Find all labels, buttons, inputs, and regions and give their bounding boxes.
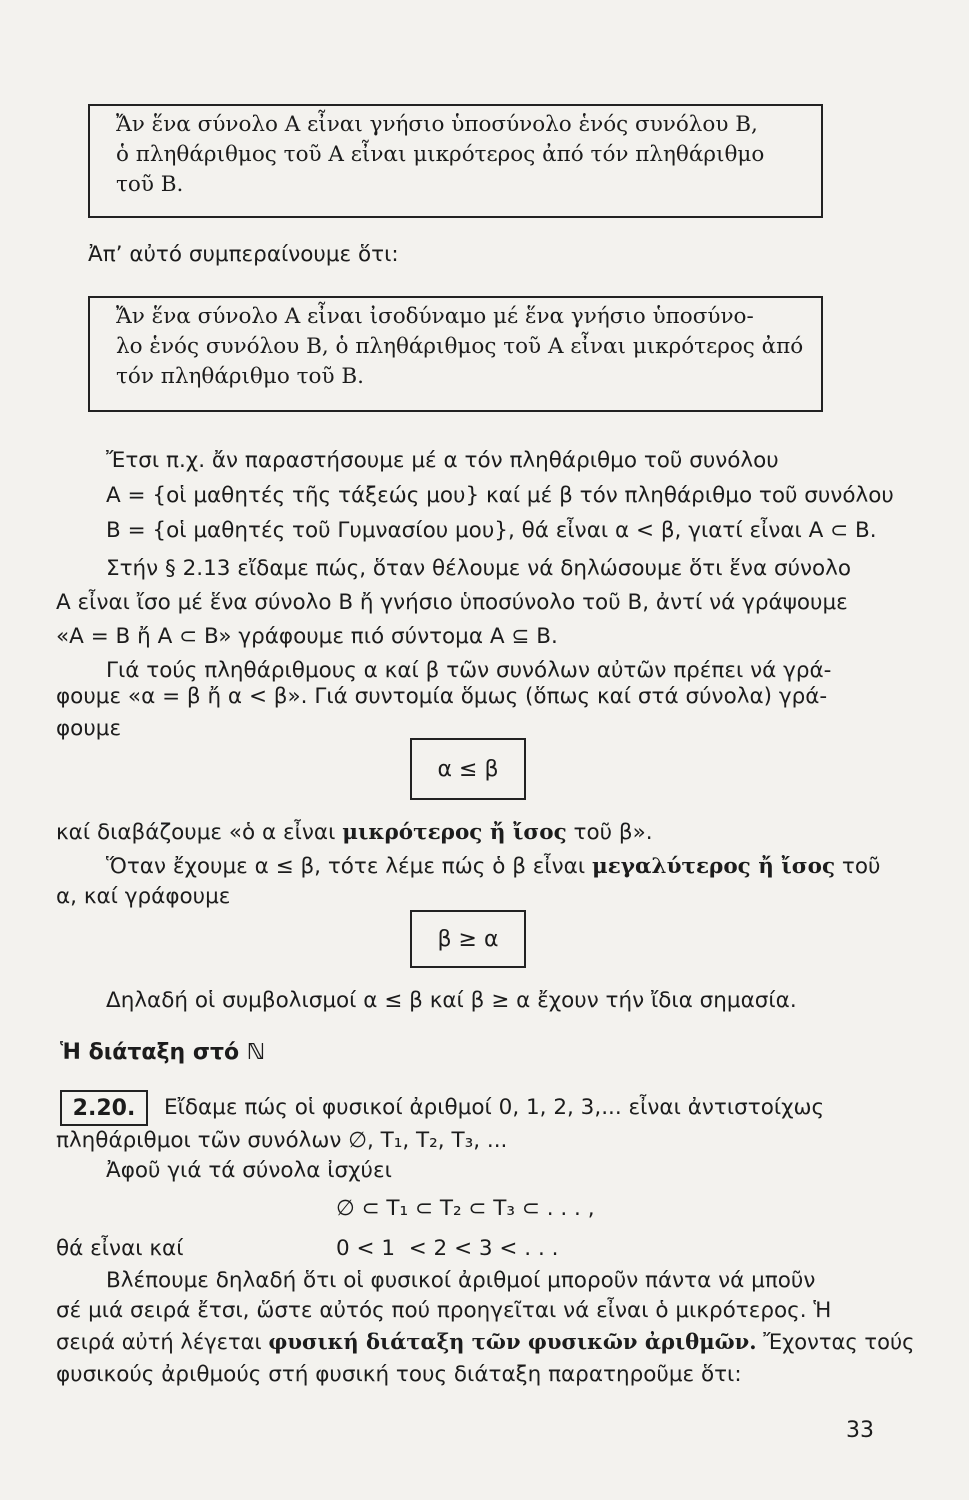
reading-pre: καί διαβάζουμε «ὁ α εἶναι (56, 820, 343, 845)
example-line-1: Ἔτσι π.χ. ἄν παραστήσουμε μέ α τόν πληθάριθμο τοῦ συνόλου (106, 448, 779, 473)
reference-line-1: Στήν § 2.13 εἴδαμε πώς, ὅταν θέλουμε νά δηλώσουμε ὅτι ἕνα σύνολο (106, 556, 852, 581)
natural-order-post: Ἔχοντας τούς (756, 1330, 915, 1355)
theorem-box-1 (88, 104, 823, 218)
page-number: 33 (846, 1418, 874, 1443)
section-line-1: Εἴδαμε πώς οἱ φυσικοί ἀριθμοί 0, 1, 2, 3,... εἶναι ἀντιστοίχως (164, 1095, 825, 1120)
greater-line-1 (106, 852, 880, 882)
conclusion-text: Ἀπ’ αὐτό συμπεραίνουμε ὅτι: (88, 242, 399, 267)
order-label: θά εἶναι καί (56, 1236, 184, 1261)
section-number-box (60, 1090, 148, 1126)
natural-order-bold: φυσική διάταξη τῶν φυσικῶν ἀριθμῶν. (268, 1330, 757, 1355)
natural-order-line-4: φυσικούς ἀριθμούς στή φυσική τους διάταξη παρατηροῦμε ὅτι: (56, 1362, 742, 1387)
notation-line-2: φουμε «α = β ἤ α < β». Γιά συντομία ὅμως (ὅπως καί στά σύνολα) γρά- (56, 684, 828, 709)
reference-line-3: «A = B ἤ A ⊂ B» γράφουμε πιό σύντομα A ⊆ B. (56, 624, 558, 649)
section-number: 2.20. (72, 1095, 136, 1121)
greater-pre: Ὅταν ἔχουμε α ≤ β, τότε λέμε πώς ὁ β εἶναι (106, 854, 592, 879)
greater-post: τοῦ (835, 854, 881, 879)
example-line-3: B = {οἱ μαθητές τοῦ Γυμνασίου μου}, θά εἶναι α < β, γιατί εἶναι A ⊂ B. (106, 518, 877, 543)
theorem-2-line-1: Ἄν ἕνα σύνολο A εἶναι ἰσοδύναμο μέ ἕνα γνήσιο ὑποσύνο- (116, 304, 754, 329)
subset-chain: ∅ ⊂ T₁ ⊂ T₂ ⊂ T₃ ⊂ . . . , (336, 1196, 595, 1221)
natural-order-line-2: σέ μιά σειρά ἔτσι, ὥστε αὐτός πού προηγεῖται νά εἶναι ὁ μικρότερος. Ἡ (56, 1298, 832, 1323)
reading-post: τοῦ β». (566, 820, 653, 845)
formula-box-leq (410, 738, 526, 800)
theorem-2-line-2: λο ἑνός συνόλου B, ὁ πληθάριθμος τοῦ A εἶναι μικρότερος ἀπό (116, 334, 804, 359)
formula-box-geq (410, 910, 526, 968)
section-line-2: πληθάριθμοι τῶν συνόλων ∅, T₁, T₂, T₃, ... (56, 1128, 508, 1153)
notation-line-1: Γιά τούς πληθάριθμους α καί β τῶν συνόλων αὐτῶν πρέπει νά γρά- (106, 658, 832, 683)
section-line-3: Ἀφοῦ γιά τά σύνολα ἰσχύει (106, 1158, 392, 1183)
natural-order-line-1: Βλέπουμε δηλαδή ὅτι οἱ φυσικοί ἀριθμοί μποροῦν πάντα νά μποῦν (106, 1268, 816, 1293)
equivalence-line: Δηλαδή οἱ συμβολισμοί α ≤ β καί β ≥ α ἔχουν τήν ἴδια σημασία. (106, 988, 797, 1013)
greater-line-2: α, καί γράφουμε (56, 884, 231, 909)
theorem-1-line-2: ὁ πληθάριθμος τοῦ A εἶναι μικρότερος ἀπό τόν πληθάριθμο (116, 142, 765, 167)
theorem-2-line-3: τόν πληθάριθμο τοῦ B. (116, 364, 364, 389)
natural-order-pre: σειρά αὐτή λέγεται (56, 1330, 269, 1355)
reading-line (56, 818, 653, 848)
reading-bold: μικρότερος ἤ ἴσος (342, 820, 567, 845)
theorem-1-line-1: Ἄν ἕνα σύνολο A εἶναι γνήσιο ὑποσύνολο ἑνός συνόλου B, (116, 112, 758, 137)
formula-geq: β ≥ α (437, 926, 499, 952)
order-chain: 0 < 1 < 2 < 3 < . . . (336, 1236, 559, 1261)
example-line-2: A = {οἱ μαθητές τῆς τάξεώς μου} καί μέ β τόν πληθάριθμο τοῦ συνόλου (106, 483, 894, 508)
greater-bold: μεγαλύτερος ἤ ἴσος (591, 854, 836, 879)
theorem-box-2 (88, 296, 823, 412)
natural-order-line-3 (56, 1328, 914, 1358)
notation-line-3: φουμε (56, 716, 122, 741)
reference-line-2: A εἶναι ἴσο μέ ἕνα σύνολο B ἤ γνήσιο ὑποσύνολο τοῦ B, ἀντί νά γράψουμε (56, 590, 848, 615)
section-heading: Ἡ διάταξη στό ℕ (60, 1040, 266, 1065)
formula-leq: α ≤ β (437, 756, 499, 782)
theorem-1-line-3: τοῦ B. (116, 172, 184, 197)
